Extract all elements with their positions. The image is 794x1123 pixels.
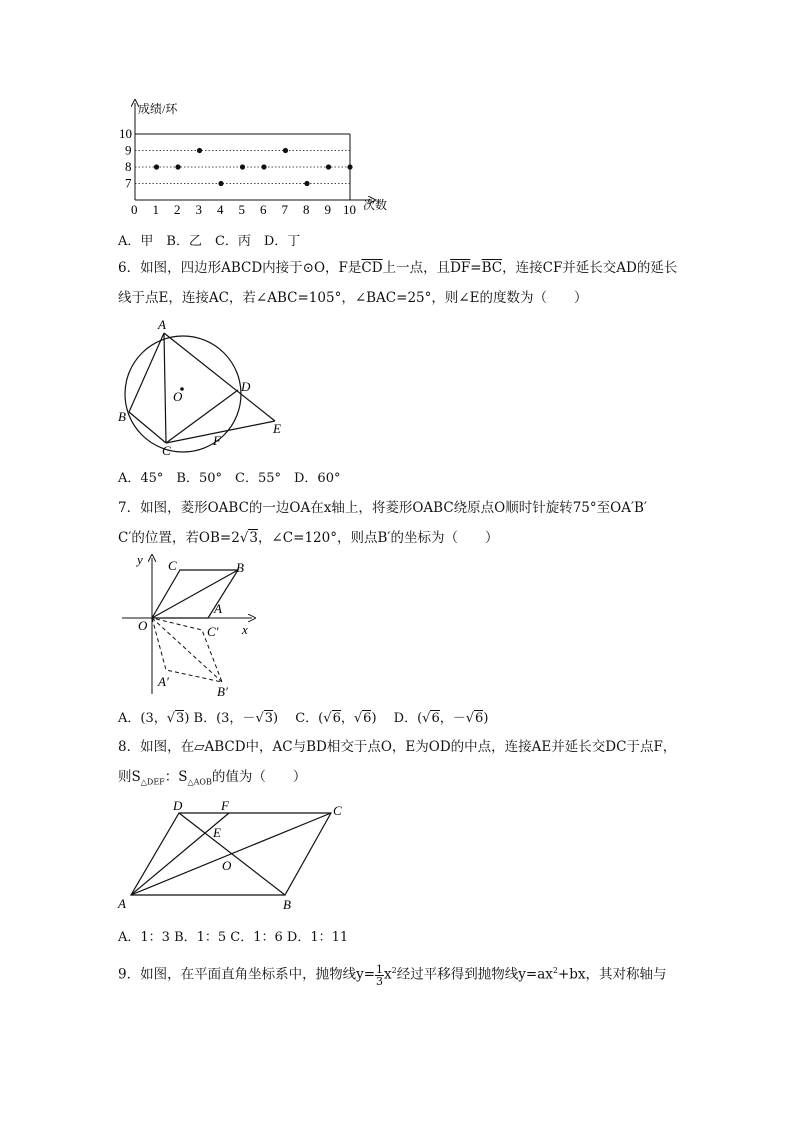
label-f: F	[221, 798, 229, 813]
q8-line2-a: 则S	[118, 769, 141, 785]
q7-opt-d-rad1: 6	[431, 711, 440, 726]
label-c-prime: C′	[207, 624, 219, 639]
label-o: O	[222, 858, 232, 873]
label-e: E	[213, 825, 221, 840]
q7-rhombus-figure	[118, 552, 263, 700]
q7-coef: 2	[231, 530, 240, 546]
q8-line1: 8．如图，在▱ABCD中，AC与BD相交于点O，E为OD的中点，连接AE并延长交DC于点F，	[118, 739, 677, 755]
q7-line1: 7．如图，菱形OABC的一边OA在x轴上，将菱形OABC绕原点O顺时针旋转75°至OA′B′	[118, 500, 648, 516]
x-tick-label: 5	[238, 202, 245, 217]
x-tick-label: 8	[303, 202, 310, 217]
q7-opt-c-rad2: 6	[363, 711, 372, 726]
q7-options: A．(3，√3) B．(3，－√3) C．(√6，√6) D．(√6，－√6)	[118, 711, 489, 726]
q8-line2-c: 的值为（ ）	[211, 769, 307, 785]
y-tick-label: 9	[125, 142, 132, 158]
circle-o	[125, 336, 241, 452]
q7-opt-d-pre: D．(	[393, 711, 423, 726]
label-y: y	[137, 552, 143, 567]
q7-opt-a-rad: 3	[176, 711, 185, 726]
label-d: D	[241, 379, 251, 394]
label-a: A	[158, 317, 166, 332]
label-b: B	[283, 897, 291, 912]
label-d: D	[173, 798, 183, 813]
label-a-prime: A′	[158, 674, 169, 689]
label-e: E	[273, 421, 281, 436]
q8-line2	[118, 767, 306, 793]
q7-opt-d-mid: ，－	[439, 711, 466, 726]
frac-num: 1	[376, 962, 384, 976]
label-b: B	[236, 560, 244, 575]
q6-eq: =	[470, 260, 482, 276]
q9-c: 经过平移得到抛物线y=ax	[396, 966, 553, 983]
q7-opt-c-mid: ，	[340, 711, 354, 726]
x-tick-label: 7	[281, 202, 288, 217]
frac-den: 3	[376, 974, 384, 988]
q7-line2-a: C′的位置，若OB=	[118, 530, 232, 546]
diagonal-ac	[131, 813, 331, 895]
q6-line1	[118, 258, 677, 278]
q8-options: A．1：3 B．1：5 C．1：6 D．1：11	[118, 930, 349, 945]
y-tick-label: 10	[119, 126, 132, 141]
x-tick-label: 9	[324, 202, 331, 217]
q7-opt-d-rad2: 6	[475, 711, 484, 726]
data-point	[154, 164, 159, 169]
label-f: F	[213, 433, 221, 448]
q6-line1-b: 上一点，且	[382, 260, 451, 276]
q7-line2: C′的位置，若OB=2√3，∠C=120°，则点B′的坐标为（ ）	[118, 530, 499, 546]
chart-x-axis-label: 次数	[363, 198, 388, 212]
y-tick-label: 8	[125, 159, 132, 174]
label-b-prime: B′	[217, 684, 228, 699]
label-x: x	[242, 622, 248, 637]
chart-y-axis-label: 成绩/环	[138, 102, 178, 116]
q7-opt-a-pre: A．(3，	[118, 711, 167, 726]
x-tick-label: 3	[195, 202, 202, 217]
arc-cd: $\overline{CD}$	[361, 260, 383, 276]
segment-ab	[129, 333, 164, 412]
q7-opt-d-post: )	[483, 711, 489, 726]
q9-line1	[118, 958, 667, 988]
label-c: C	[168, 558, 177, 573]
q8-parallelogram-figure	[115, 795, 355, 915]
q9-sup2: 2	[552, 966, 558, 975]
q7-opt-a-post: )	[184, 711, 190, 726]
q7-opt-c-rad1: 6	[332, 711, 341, 726]
data-point	[347, 164, 352, 169]
data-point	[197, 148, 202, 153]
data-point	[240, 164, 245, 169]
q6-line1-c: ，连接CF并延长交AD的延长	[502, 260, 678, 276]
data-point	[304, 181, 309, 186]
q8-sub-aob: △AOB	[187, 777, 212, 787]
label-c: C	[333, 803, 342, 818]
label-o: O	[173, 389, 183, 404]
data-point	[175, 164, 180, 169]
x-tick-label: 1	[152, 202, 159, 217]
q6-line2: 线于点E，连接AC，若∠ABC=105°，∠BAC=25°，则∠E的度数为（ ）	[118, 290, 588, 306]
q6-line1-a: 6．如图，四边形ABCD内接于⊙O，F是	[118, 260, 362, 276]
segment-ae	[164, 333, 275, 421]
label-b: B	[118, 409, 126, 424]
q7-radicand: 3	[249, 530, 258, 546]
fraction-one-third	[375, 964, 384, 987]
score-scatter-chart	[115, 95, 400, 220]
arc-bc: $\overline{BC}$	[481, 260, 503, 276]
data-point	[218, 181, 223, 186]
q7-line2-b: ，∠C=120°，则点B′的坐标为（ ）	[258, 530, 499, 546]
q7-opt-c-post: )	[371, 711, 377, 726]
y-tick-label: 7	[125, 175, 132, 191]
segment-ac	[164, 333, 166, 443]
data-point	[283, 148, 288, 153]
x-tick-label: 4	[217, 202, 224, 217]
x-tick-label: 6	[260, 202, 267, 217]
label-a: A	[214, 601, 222, 616]
label-a: A	[118, 896, 126, 911]
diagonal-ob	[152, 570, 238, 618]
q9-a: 9．如图，在平面直角坐标系中，抛物线y=	[118, 966, 376, 983]
data-point	[261, 164, 266, 169]
q7-opt-c-pre: C．(	[295, 711, 324, 726]
q7-opt-b-rad: 3	[264, 711, 274, 726]
q6-options: A．45° B．50° C．55° D．60°	[118, 471, 341, 486]
q9-d: +bx，其对称轴与	[557, 966, 667, 983]
data-point	[326, 164, 331, 169]
x-tick-label: 2	[174, 202, 181, 217]
label-o: O	[138, 618, 148, 633]
q8-line2-b: ：S	[164, 769, 188, 785]
x-tick-label: 0	[131, 202, 138, 217]
q8-sub-def: △DEF	[140, 777, 165, 787]
label-c: C	[162, 443, 171, 455]
x-tick-label: 10	[343, 202, 356, 217]
segment-bc	[129, 412, 166, 443]
q6-circle-figure	[112, 315, 292, 455]
q9-b: x	[384, 966, 392, 983]
q7-opt-b-pre: B．(3，－	[193, 711, 256, 726]
diagonal-bd	[179, 813, 285, 895]
q9-sup1: 2	[391, 966, 397, 975]
arc-df: $\overline{DF}$	[450, 260, 471, 276]
q7-opt-b-post: )	[273, 711, 279, 726]
q5-options: A．甲 B．乙 C．丙 D．丁	[118, 234, 301, 249]
